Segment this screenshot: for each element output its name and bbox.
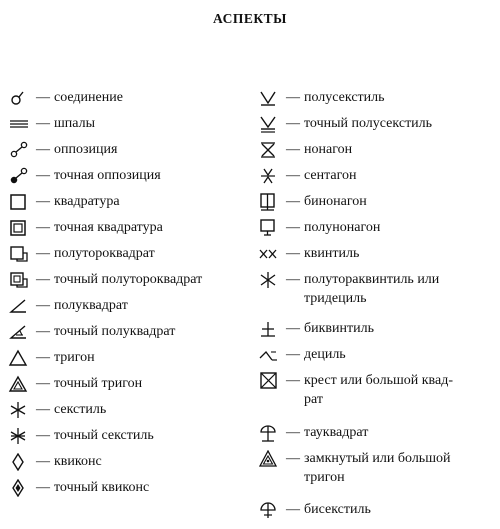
semisquare-icon: [8, 297, 30, 315]
dash: —: [36, 324, 50, 339]
dash: —: [36, 168, 50, 183]
aspect-label: полутораквинтиль или: [304, 272, 440, 287]
opposition-icon: [8, 141, 30, 159]
dash: —: [286, 168, 300, 183]
exact-sextile-icon: [8, 427, 30, 445]
dash: —: [286, 425, 300, 440]
quincunx-icon: [8, 453, 30, 471]
parallel-icon: [8, 115, 30, 133]
exact-semisextile-icon: [258, 115, 280, 133]
bisextile-icon: [258, 501, 280, 519]
quintile-icon: [258, 245, 280, 263]
aspect-label: полусекстиль: [304, 90, 385, 105]
novile-icon: [258, 141, 280, 159]
aspect-label: точный полутороквадрат: [54, 272, 203, 287]
exact-sesquiquadrate-icon: [8, 271, 30, 289]
decile-icon: [258, 346, 280, 364]
dash: —: [36, 246, 50, 261]
exact-trine-icon: [8, 375, 30, 393]
page-title: АСПЕКТЫ: [213, 11, 287, 26]
aspect-label: точная квадратура: [54, 220, 163, 235]
tau-square-icon: [258, 424, 280, 442]
aspect-label: точный квиконс: [54, 480, 150, 495]
dash: —: [36, 220, 50, 235]
aspect-label: точная оппозиция: [54, 168, 161, 183]
aspect-label: точный полусекстиль: [304, 116, 433, 131]
dash: —: [286, 246, 300, 261]
aspect-label: тауквадрат: [304, 425, 369, 440]
aspect-label: дециль: [304, 347, 346, 362]
conjunction-icon: [8, 89, 30, 107]
sesquiquadrate-icon: [8, 245, 30, 263]
aspect-label: точный секстиль: [54, 428, 154, 443]
dash: —: [286, 502, 300, 517]
aspect-label: биквинтиль: [304, 321, 374, 336]
dash: —: [286, 90, 300, 105]
sextile-icon: [8, 401, 30, 419]
sesquiquintile-icon: [258, 271, 280, 289]
septile-icon: [258, 167, 280, 185]
dash: —: [36, 142, 50, 157]
semisextile-icon: [258, 89, 280, 107]
aspect-label: точный полуквадрат: [54, 324, 176, 339]
exact-semisquare-icon: [8, 323, 30, 341]
dash: —: [286, 142, 300, 157]
dash: —: [286, 373, 300, 388]
dash: —: [36, 376, 50, 391]
exact-opposition-icon: [8, 167, 30, 185]
aspect-label: оппозиция: [54, 142, 118, 157]
aspect-label: полуквадрат: [54, 298, 128, 313]
dash: —: [36, 350, 50, 365]
trine-icon: [8, 349, 30, 367]
dash: —: [286, 220, 300, 235]
grand-trine-icon: [258, 450, 280, 468]
dash: —: [286, 116, 300, 131]
dash: —: [36, 272, 50, 287]
square-icon: [8, 193, 30, 211]
aspect-label: квадратура: [54, 194, 120, 209]
aspect-label: квинтиль: [304, 246, 360, 261]
dash: —: [36, 480, 50, 495]
dash: —: [36, 194, 50, 209]
aspect-label: шпалы: [54, 116, 96, 131]
dash: —: [286, 194, 300, 209]
aspect-label-continuation: рат: [304, 392, 323, 407]
biquintile-icon: [258, 320, 280, 338]
dash: —: [286, 321, 300, 336]
aspect-label: секстиль: [54, 402, 107, 417]
dash: —: [36, 116, 50, 131]
dash: —: [286, 347, 300, 362]
aspect-label: бисекстиль: [304, 502, 371, 517]
exact-square-icon: [8, 219, 30, 237]
aspect-label: точный тригон: [54, 376, 143, 391]
aspect-label-continuation: тригон: [304, 470, 345, 485]
binovile-icon: [258, 193, 280, 211]
aspect-label: полутороквадрат: [54, 246, 155, 261]
dash: —: [286, 272, 300, 287]
dash: —: [36, 402, 50, 417]
dash: —: [36, 428, 50, 443]
grand-cross-icon: [258, 372, 280, 390]
dash: —: [286, 451, 300, 466]
aspect-label: соединение: [54, 90, 123, 105]
aspect-label-continuation: тридециль: [304, 291, 367, 306]
exact-quincunx-icon: [8, 479, 30, 497]
dash: —: [36, 90, 50, 105]
aspect-label: замкнутый или большой: [304, 451, 451, 466]
aspect-label: тригон: [54, 350, 95, 365]
seminovile-icon: [258, 219, 280, 237]
aspect-label: крест или большой квад-: [304, 373, 453, 388]
aspect-label: нонагон: [304, 142, 353, 157]
aspect-label: полунонагон: [304, 220, 381, 235]
aspect-label: квиконс: [54, 454, 102, 469]
aspect-label: бинонагон: [304, 194, 367, 209]
dash: —: [36, 298, 50, 313]
aspect-label: сентагон: [304, 168, 357, 183]
dash: —: [36, 454, 50, 469]
